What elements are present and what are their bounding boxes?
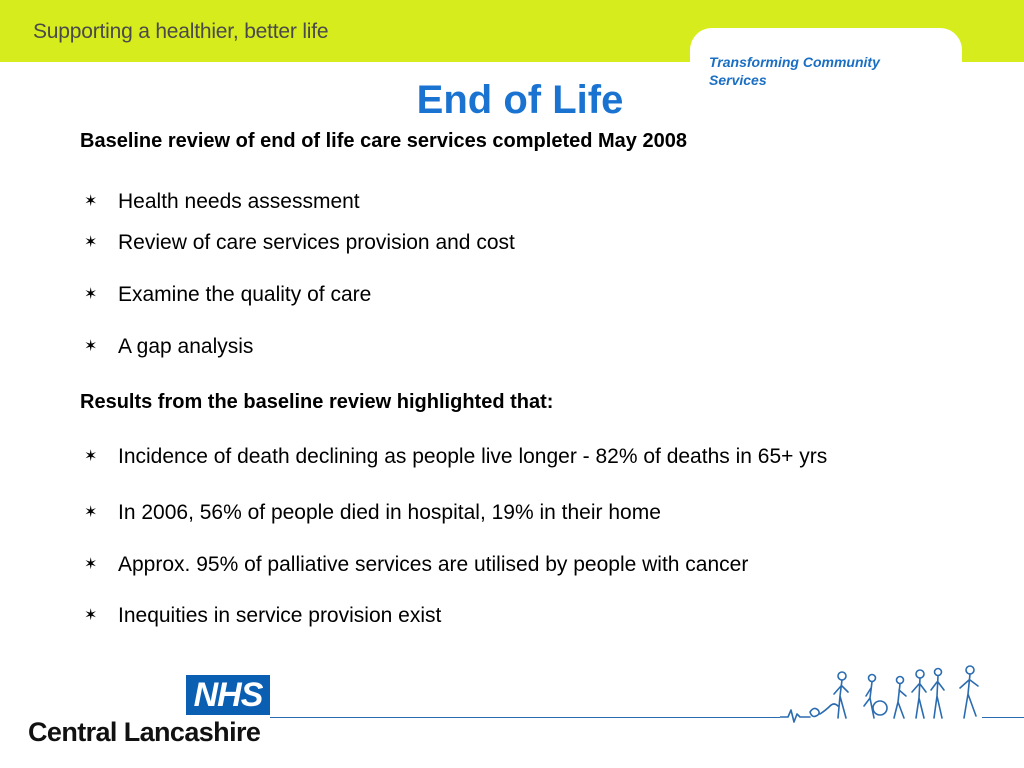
people-silhouettes-icon: [780, 662, 1000, 724]
nhs-logo-text: NHS: [193, 676, 263, 714]
list-item: ✶ Examine the quality of care: [80, 283, 371, 307]
header-tagline: Supporting a healthier, better life: [33, 20, 329, 43]
slide-title: End of Life: [416, 78, 624, 122]
programme-label: Transforming Community Services: [709, 54, 880, 88]
bullet-star-icon: ✶: [84, 607, 98, 624]
list-item: ✶ Incidence of death declining as people live longer - 82% of deaths in 65+ yrs: [80, 445, 827, 469]
list-item: ✶ Review of care services provision and cost: [80, 231, 515, 255]
list-item: ✶ A gap analysis: [80, 335, 253, 359]
bullet-star-icon: ✶: [84, 338, 98, 355]
list-item: ✶ Inequities in service provision exist: [80, 604, 441, 628]
section1-heading: Baseline review of end of life care services completed May 2008: [80, 130, 687, 152]
bullet-star-icon: ✶: [84, 504, 98, 521]
list-item: ✶ In 2006, 56% of people died in hospital, 19% in their home: [80, 501, 661, 525]
footer-divider: [270, 717, 780, 718]
list-item: ✶ Approx. 95% of palliative services are utilised by people with cancer: [80, 553, 748, 577]
section2-heading: Results from the baseline review highlighted that:: [80, 391, 554, 413]
bullet-star-icon: ✶: [84, 448, 98, 465]
org-name: Central Lancashire: [28, 717, 261, 747]
nhs-logo: [186, 675, 270, 715]
bullet-star-icon: ✶: [84, 286, 98, 303]
bullet-star-icon: ✶: [84, 556, 98, 573]
bullet-star-icon: ✶: [84, 234, 98, 251]
list-item: ✶ Health needs assessment: [80, 190, 360, 214]
bullet-star-icon: ✶: [84, 193, 98, 210]
